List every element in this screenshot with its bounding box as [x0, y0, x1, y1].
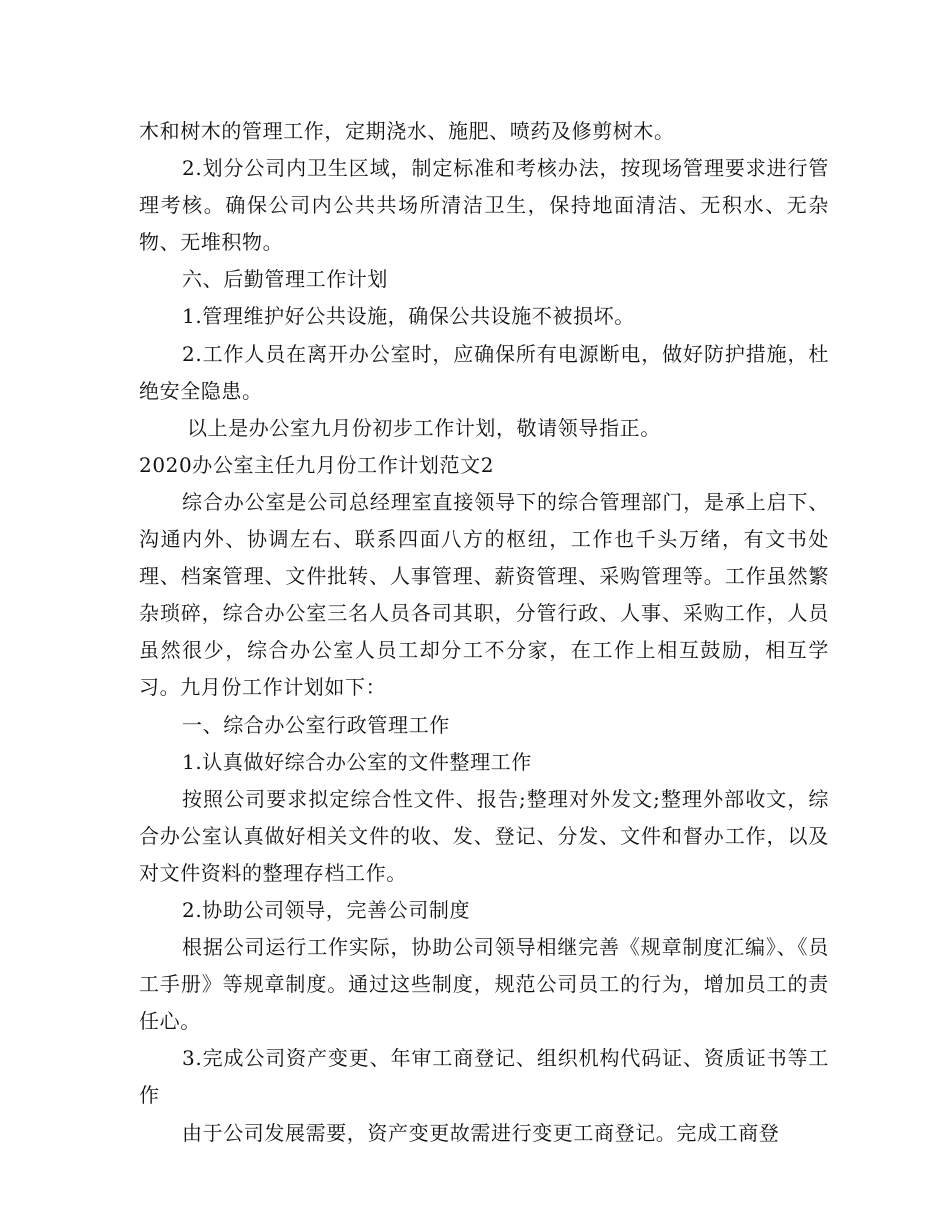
- intro-paragraph: 综合办公室是公司总经理室直接领导下的综合管理部门，是承上启下、沟通内外、协调左右、联系四面八方的枢纽，工作也千头万绪，有文书处理、档案管理、文件批转、人事管理、薪资管理、采购管理等。工作虽然繁杂琐碎，综合办公室三名人员各司其职，分管行政、人事、采购工作，人员虽然很少，综合办公室人员工却分工不分家，在工作上相互鼓励，相互学习。九月份工作计划如下：: [139, 489, 829, 700]
- section-heading-1: 一、综合办公室行政管理工作: [182, 712, 450, 737]
- paragraph-1: 木和树木的管理工作，定期浇水、施肥、喷药及修剪树木。: [139, 119, 675, 143]
- paragraph-11: 按照公司要求拟定综合性文件、报告;整理对外发文;整理外部收文，综合办公室认真做好相关文件的收、发、登记、分发、文件和督办工作，以及对文件资料的整理存档工作。: [139, 786, 829, 885]
- subheading-1: 1.认真做好综合办公室的文件整理工作: [182, 749, 532, 774]
- paragraph-15: 由于公司发展需要，资产变更故需进行变更工商登记。完成工商登: [182, 1120, 780, 1145]
- paragraph-13: 根据公司运行工作实际，协助公司领导相继完善《规章制度汇编》、《员工手册》等规章制度。通过这些制度，规范公司员工的行为，增加员工的责任心。: [139, 935, 829, 1034]
- document-title-2: 2020办公室主任九月份工作计划范文2: [139, 452, 495, 477]
- section-heading-6: 六、后勤管理工作计划: [182, 267, 388, 292]
- subheading-2: 2.协助公司领导，完善公司制度: [182, 897, 471, 922]
- paragraph-2: 2.划分公司内卫生区域，制定标准和考核办法，按现场管理要求进行管理考核。确保公司内公共共场所清洁卫生，保持地面清洁、无积水、无杂物、无堆积物。: [139, 156, 829, 255]
- document-body: [139, 113, 829, 1152]
- closing-paragraph: 以上是办公室九月份初步工作计划，敬请领导指正。: [187, 415, 661, 440]
- paragraph-4: 1.管理维护好公共设施，确保公共设施不被损坏。: [182, 304, 635, 329]
- paragraph-5: 2.工作人员在离开办公室时，应确保所有电源断电，做好防护措施，杜绝安全隐患。: [139, 341, 829, 403]
- subheading-3: 3.完成公司资产变更、年审工商登记、组织机构代码证、资质证书等工作: [139, 1046, 829, 1108]
